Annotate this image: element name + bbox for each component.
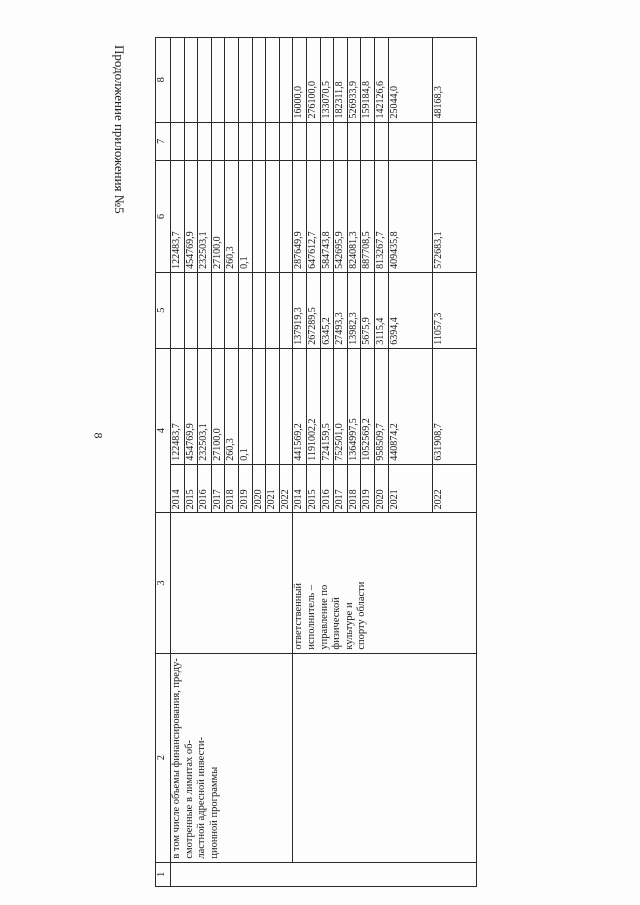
col-header-6: 6 [156, 161, 171, 273]
value-regional: 887708,5 [361, 161, 375, 273]
value-federal [225, 272, 239, 348]
value-regional: 232503,1 [198, 161, 212, 273]
value-local [171, 122, 185, 161]
col-header-8: 8 [156, 38, 171, 123]
value-extrabudget [252, 38, 266, 123]
value-extrabudget [184, 38, 198, 123]
value-total [252, 348, 266, 464]
value-local [225, 122, 239, 161]
value-local [184, 122, 198, 161]
financing-table [155, 37, 477, 887]
value-total [279, 348, 293, 464]
col-header-1: 1 [156, 862, 171, 886]
value-local [293, 122, 307, 161]
value-local [266, 122, 280, 161]
year-cell: 2021 [388, 464, 432, 513]
value-regional: 27100,0 [211, 161, 225, 273]
year-cell: 2016 [198, 464, 212, 513]
value-total: 631908,7 [432, 348, 476, 464]
rotated-sheet [155, 37, 580, 887]
value-local [334, 122, 348, 161]
value-local [198, 122, 212, 161]
value-regional: 409435,8 [388, 161, 432, 273]
year-cell: 2018 [225, 464, 239, 513]
value-local [361, 122, 375, 161]
value-regional: 0,1 [238, 161, 252, 273]
year-cell: 2020 [374, 464, 388, 513]
value-regional: 813267,7 [374, 161, 388, 273]
value-total: 1052569,2 [361, 348, 375, 464]
value-total: 232503,1 [198, 348, 212, 464]
value-extrabudget [279, 38, 293, 123]
value-regional: 572683,1 [432, 161, 476, 273]
value-extrabudget [211, 38, 225, 123]
value-regional [266, 161, 280, 273]
value-local [211, 122, 225, 161]
value-local [238, 122, 252, 161]
year-cell: 2017 [211, 464, 225, 513]
col-header-5: 5 [156, 272, 171, 348]
year-cell: 2020 [252, 464, 266, 513]
value-federal [238, 272, 252, 348]
value-extrabudget: 526933,9 [347, 38, 361, 123]
value-federal [171, 272, 185, 348]
value-regional [279, 161, 293, 273]
col-header-4: 4 [156, 348, 171, 513]
value-total: 454769,9 [184, 348, 198, 464]
value-federal: 11057,3 [432, 272, 476, 348]
value-total: 724159,5 [320, 348, 334, 464]
value-regional: 122483,7 [171, 161, 185, 273]
value-extrabudget: 25044,0 [388, 38, 432, 123]
value-total: 260,3 [225, 348, 239, 464]
value-extrabudget: 16000,0 [293, 38, 307, 123]
year-cell: 2022 [279, 464, 293, 513]
row-description-empty [293, 653, 476, 862]
col-header-3: 3 [156, 513, 171, 653]
year-cell: 2019 [361, 464, 375, 513]
value-regional: 260,3 [225, 161, 239, 273]
value-total: 441569,2 [293, 348, 307, 464]
value-local [306, 122, 320, 161]
value-extrabudget: 142126,6 [374, 38, 388, 123]
value-total: 752501,0 [334, 348, 348, 464]
year-cell: 2019 [238, 464, 252, 513]
value-local [388, 122, 432, 161]
value-total: 0,1 [238, 348, 252, 464]
value-total: 27100,0 [211, 348, 225, 464]
value-federal [279, 272, 293, 348]
value-total: 958509,7 [374, 348, 388, 464]
executor-cell: ответственный исполнитель – управление по физической культуре и спорту области [293, 513, 476, 653]
value-federal: 6345,2 [320, 272, 334, 348]
value-local [432, 122, 476, 161]
value-local [252, 122, 266, 161]
value-total: 440874,2 [388, 348, 432, 464]
year-cell: 2014 [171, 464, 185, 513]
value-extrabudget [225, 38, 239, 123]
value-extrabudget: 182311,8 [334, 38, 348, 123]
value-federal: 267289,5 [306, 272, 320, 348]
value-federal: 137919,3 [293, 272, 307, 348]
value-extrabudget [171, 38, 185, 123]
value-federal [184, 272, 198, 348]
appendix-label: Продолжение приложения №5 [112, 45, 127, 214]
value-extrabudget: 48168,3 [432, 38, 476, 123]
table-row [171, 38, 185, 887]
value-total: 1191002,2 [306, 348, 320, 464]
year-cell: 2016 [320, 464, 334, 513]
year-cell: 2015 [184, 464, 198, 513]
value-extrabudget: 276100,0 [306, 38, 320, 123]
col-header-2: 2 [156, 653, 171, 862]
executor-cell [171, 513, 293, 653]
value-federal: 13982,3 [347, 272, 361, 348]
col-header-7: 7 [156, 122, 171, 161]
year-cell: 2015 [306, 464, 320, 513]
page-number: 8 [91, 432, 106, 439]
table-body [171, 38, 477, 887]
value-local [347, 122, 361, 161]
value-regional: 454769,9 [184, 161, 198, 273]
value-extrabudget [198, 38, 212, 123]
value-regional [252, 161, 266, 273]
value-local [279, 122, 293, 161]
value-regional: 584743,8 [320, 161, 334, 273]
year-cell: 2014 [293, 464, 307, 513]
value-local [374, 122, 388, 161]
value-total: 1364997,5 [347, 348, 361, 464]
row-index-cell [171, 862, 477, 886]
value-federal: 5675,9 [361, 272, 375, 348]
value-regional: 647612,7 [306, 161, 320, 273]
row-description: в том числе объемы финансирования, преду- смотренные в лимитах об- ластной адресной инвести- ционной программы [171, 653, 293, 862]
year-cell: 2018 [347, 464, 361, 513]
value-federal: 27493,3 [334, 272, 348, 348]
value-regional: 287649,9 [293, 161, 307, 273]
value-local [320, 122, 334, 161]
column-header-row [156, 38, 171, 887]
value-regional: 824081,3 [347, 161, 361, 273]
table-row [293, 38, 307, 887]
value-extrabudget: 133070,5 [320, 38, 334, 123]
year-cell: 2017 [334, 464, 348, 513]
value-federal: 6394,4 [388, 272, 432, 348]
year-cell: 2022 [432, 464, 476, 513]
value-federal [252, 272, 266, 348]
value-total [266, 348, 280, 464]
value-total: 122483,7 [171, 348, 185, 464]
value-federal [266, 272, 280, 348]
value-federal: 3115,4 [374, 272, 388, 348]
year-cell: 2021 [266, 464, 280, 513]
value-federal [211, 272, 225, 348]
value-regional: 542695,9 [334, 161, 348, 273]
value-extrabudget: 159184,8 [361, 38, 375, 123]
value-extrabudget [266, 38, 280, 123]
value-federal [198, 272, 212, 348]
value-extrabudget [238, 38, 252, 123]
